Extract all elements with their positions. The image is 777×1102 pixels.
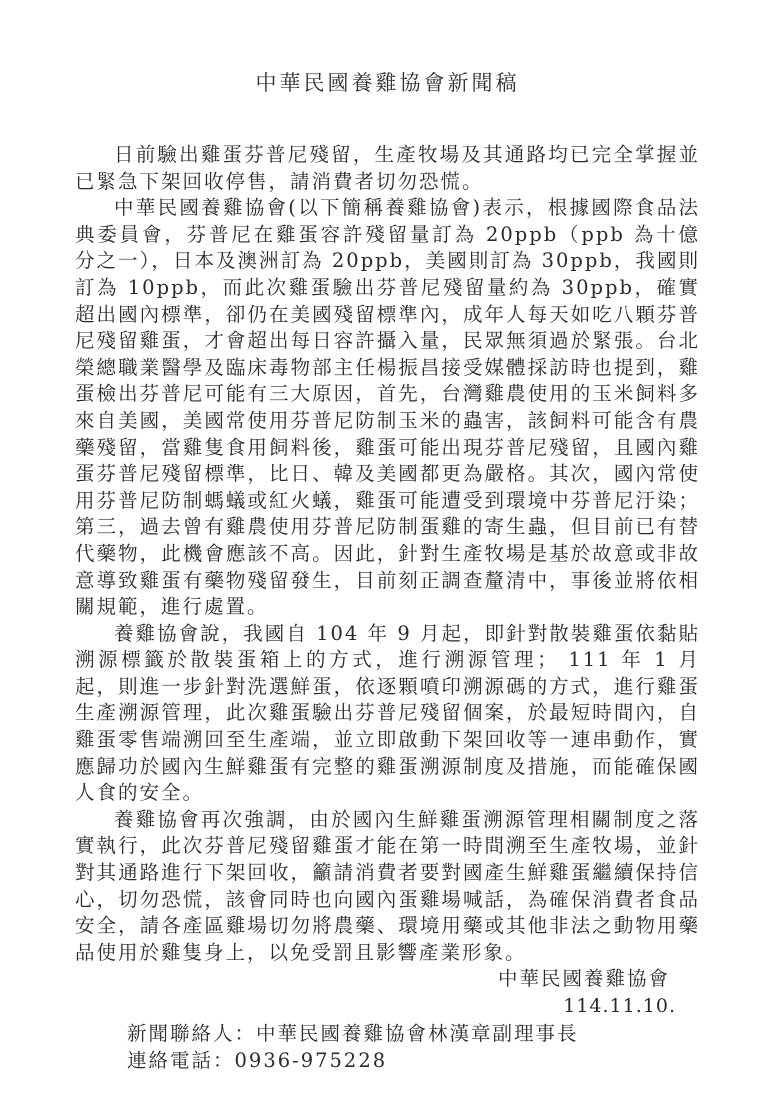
document-body	[75, 142, 700, 966]
document-title: 中華民國養雞協會新聞稿	[255, 71, 520, 95]
contact-person-line: 新聞聯絡人：中華民國養雞協會林漢章副理事長	[127, 1021, 579, 1045]
signature-date: 114.11.10.	[563, 995, 676, 1017]
contact-phone-line: 連絡電話：0936-975228	[127, 1049, 388, 1073]
paragraph-intro: 日前驗出雞蛋芬普尼殘留，生產牧場及其通路均已完全掌握並已緊急下架回收停售，請消費者切勿恐慌。	[75, 143, 700, 193]
paragraph-closing-appeal: 養雞協會再次強調，由於國內生鮮雞蛋溯源管理相關制度之落實執行，此次芬普尼殘留雞蛋才能在第一時間溯至生產牧場，並針對其通路進行下架回收，籲請消費者要對國產生鮮雞蛋繼續保持信心，切勿恐慌，該會同時也向國內蛋雞場喊話，為確保消費者食品安全，請各產區雞場切勿將農藥、環境用藥或其他非法之動物用藥品使用於雞隻身上，以免受罰且影響產業形象。	[75, 807, 700, 964]
signature-organization: 中華民國養雞協會	[497, 967, 670, 991]
paragraph-traceability-system: 養雞協會說，我國自 104 年 9 月起，即針對散裝雞蛋依黏貼溯源標籤於散裝蛋箱上的方式，進行溯源管理； 111 年 1 月起，則進一步針對洗選鮮蛋，依逐顆噴印溯源碼的方式，進行雞蛋生產溯源管理，此次雞蛋驗出芬普尼殘留個案，於最短時間內，自雞蛋零售端溯回至生產端，並立即啟動下架回收等一連串動作，實應歸功於國內生鮮雞蛋有完整的雞蛋溯源制度及措施，而能確保國人食的安全。	[75, 621, 700, 805]
paragraph-standards-and-causes: 中華民國養雞協會(以下簡稱養雞協會)表示，根據國際食品法典委員會，芬普尼在雞蛋容許殘留量訂為 20ppb（ppb 為十億分之一），日本及澳洲訂為 20ppb，美國則訂為 30ppb，我國則訂為 10ppb，而此次雞蛋驗出芬普尼殘留量約為 30ppb，確實超出國內標準，卻仍在美國殘留標準內，成年人每天如吃八顆芬普尼殘留雞蛋，才會超出每日容許攝入量，民眾無須過於緊張。台北榮總職業醫學及臨床毒物部主任楊振昌接受媒體採訪時也提到，雞蛋檢出芬普尼可能有三大原因，首先，台灣雞農使用的玉米飼料多來自美國，美國常使用芬普尼防制玉米的蟲害，該飼料可能含有農藥殘留，當雞隻食用飼料後，雞蛋可能出現芬普尼殘留，且國內雞蛋芬普尼殘留標準，比日、韓及美國都更為嚴格。其次，國內常使用芬普尼防制螞蟻或紅火蟻，雞蛋可能遭受到環境中芬普尼汙染；第三，過去曾有雞農使用芬普尼防制蛋雞的寄生蟲，但目前已有替代藥物，此機會應該不高。因此，針對生產牧場是基於故意或非故意導致雞蛋有藥物殘留發生，目前刻正調查釐清中，事後並將依相關規範，進行處置。	[75, 196, 700, 619]
